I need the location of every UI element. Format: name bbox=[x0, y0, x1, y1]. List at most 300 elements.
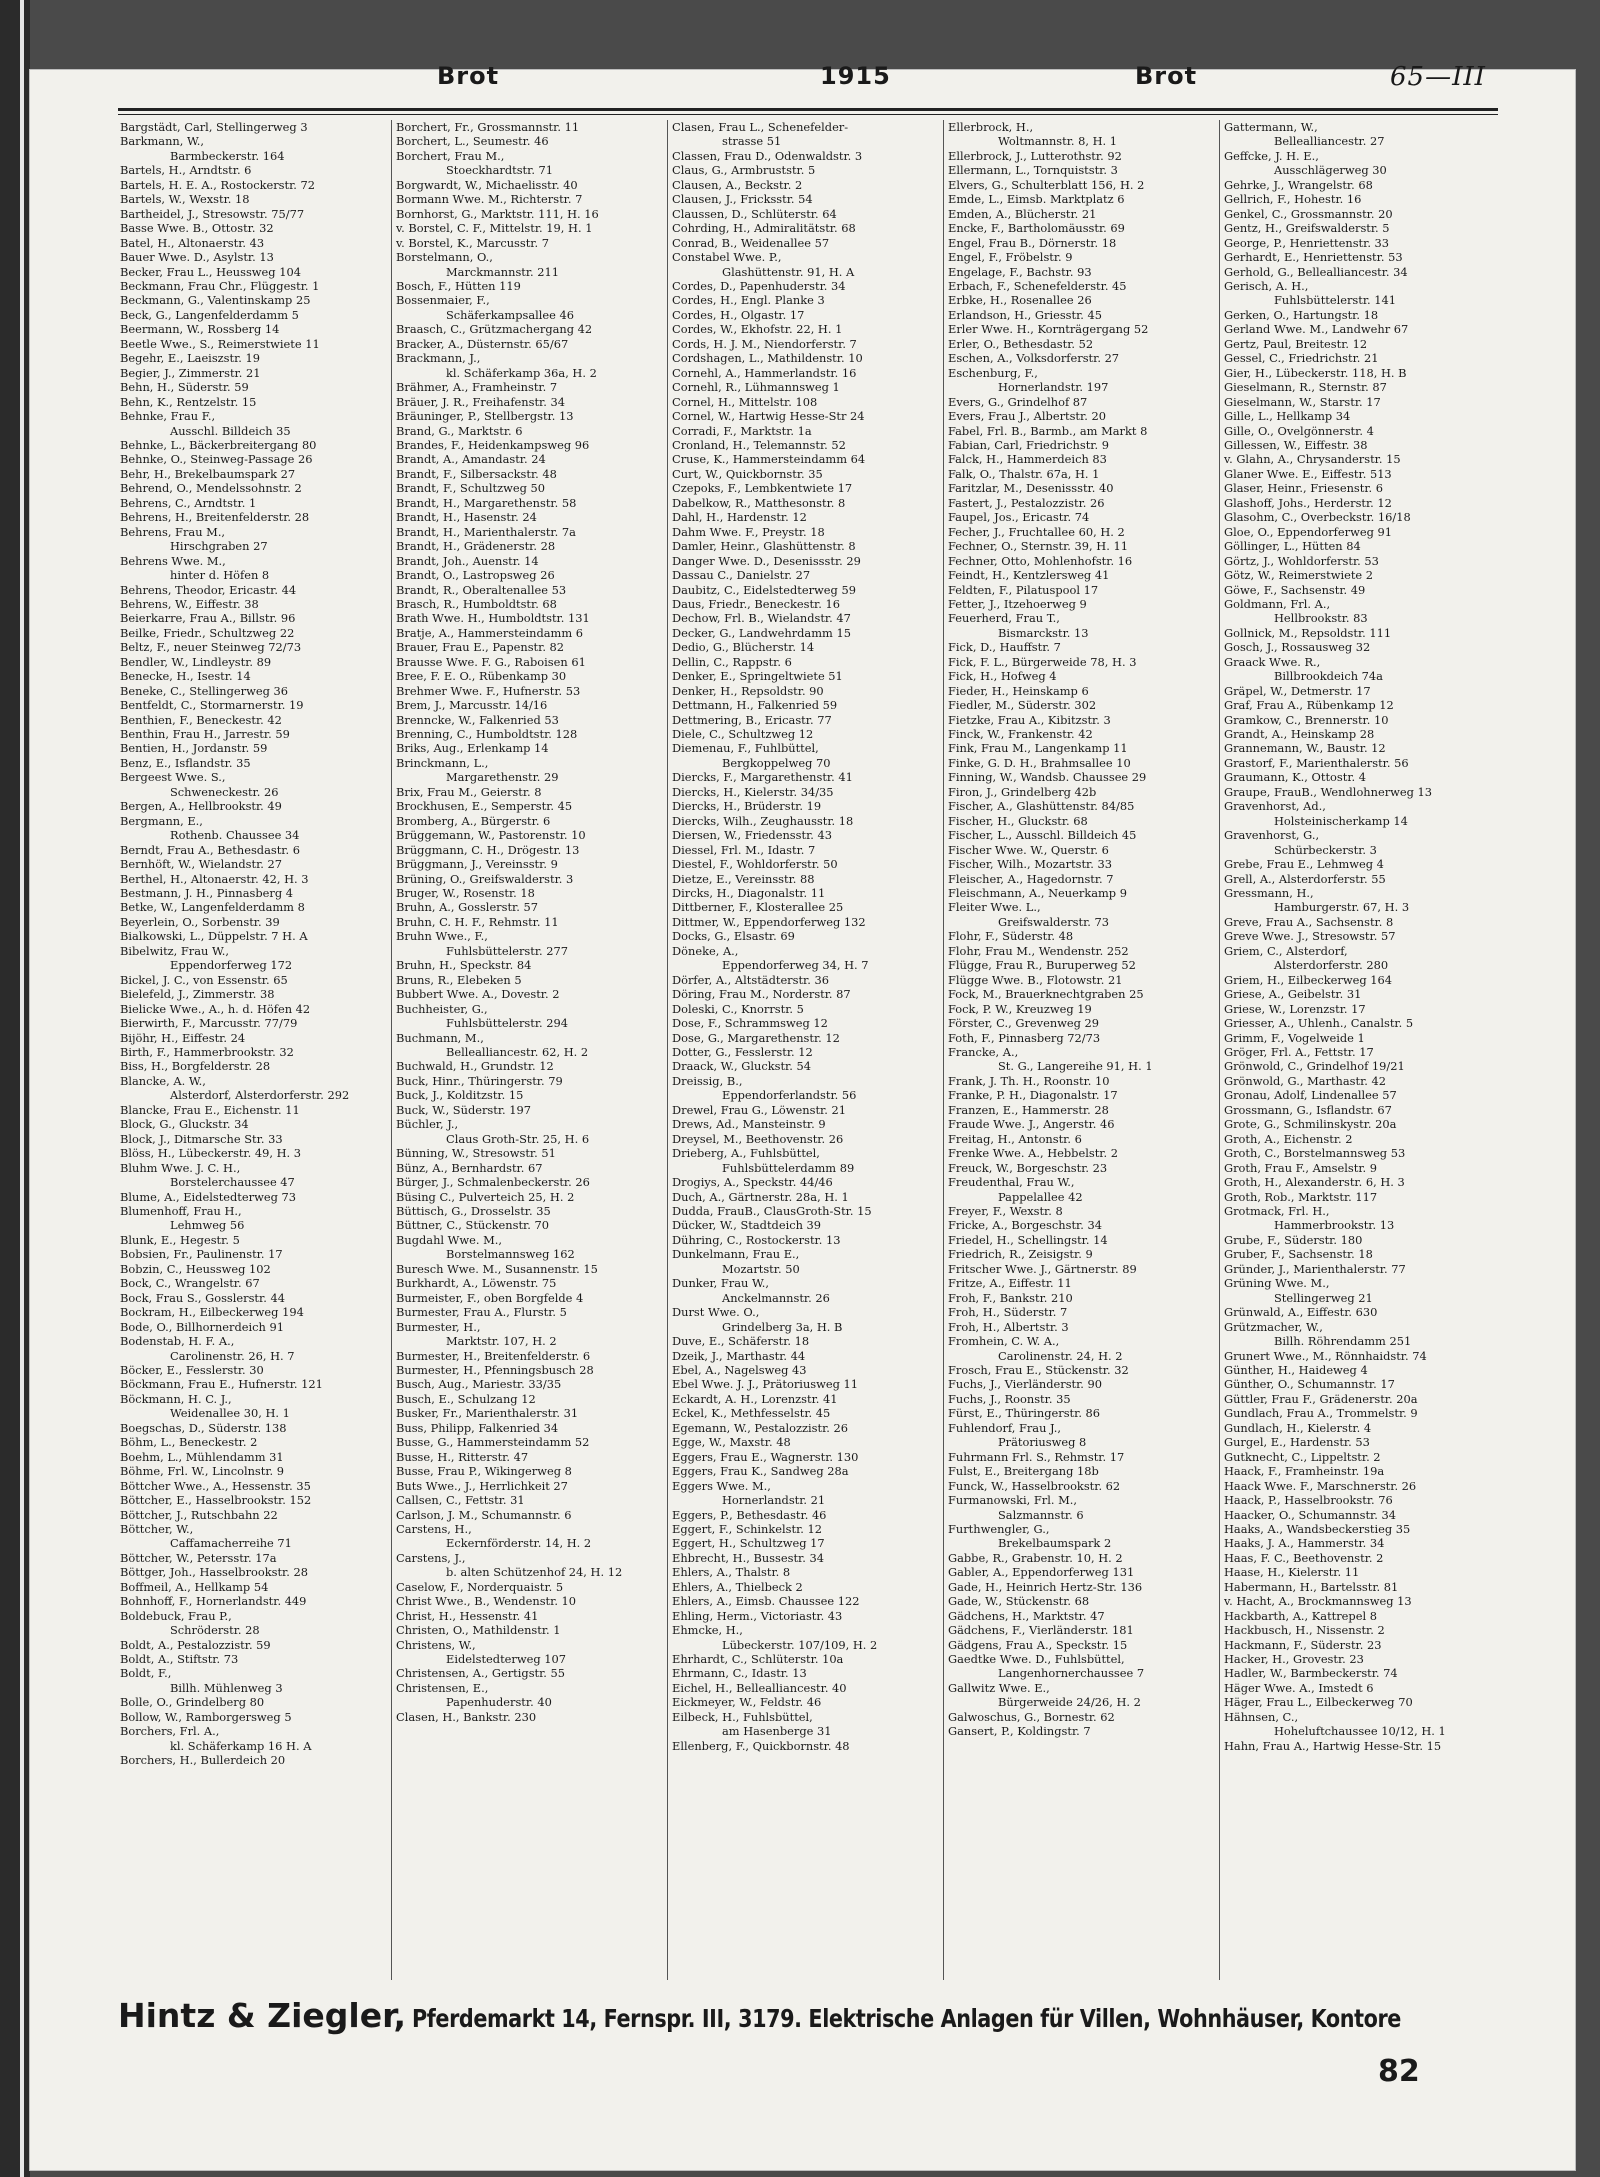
directory-entry: Ehlers, A., Thielbeck 2 bbox=[672, 1579, 803, 1594]
directory-entry: Czepoks, F., Lembkentwiete 17 bbox=[672, 481, 853, 496]
directory-entry: Haacker, O., Schumannstr. 34 bbox=[1224, 1507, 1396, 1522]
directory-entry: Gille, L., Hellkamp 34 bbox=[1224, 409, 1351, 424]
directory-entry: Buck, Hinr., Thüringerstr. 79 bbox=[396, 1073, 563, 1088]
directory-entry: Behnke, Frau F., bbox=[120, 409, 216, 424]
directory-entry: Ehrmann, C., Idastr. 13 bbox=[672, 1666, 807, 1681]
directory-entry: Ellermann, L., Tornquiststr. 3 bbox=[948, 163, 1118, 178]
directory-entry: Gerisch, A. H., bbox=[1224, 278, 1309, 293]
directory-entry: Fietzke, Frau A., Kibitzstr. 3 bbox=[948, 712, 1111, 727]
directory-entry-continuation: Langenhornerchaussee 7 bbox=[998, 1666, 1145, 1681]
directory-entry: Bartheidel, J., Stresowstr. 75/77 bbox=[120, 206, 305, 221]
directory-entry: Gravenhorst, G., bbox=[1224, 828, 1320, 843]
directory-entry: Evers, Frau J., Albertstr. 20 bbox=[948, 409, 1106, 424]
directory-entry: Brähmer, A., Framheinstr. 7 bbox=[396, 380, 558, 395]
directory-entry: Eggers, Frau K., Sandweg 28a bbox=[672, 1464, 849, 1479]
directory-entry: Bugdahl Wwe. M., bbox=[396, 1232, 503, 1247]
directory-entry: Eggers Wwe. M., bbox=[672, 1478, 771, 1493]
directory-entry-continuation: Margarethenstr. 29 bbox=[446, 770, 559, 785]
directory-entry: Ehrhardt, C., Schlüterstr. 10a bbox=[672, 1652, 844, 1667]
directory-entry-continuation: Eppendorferlandstr. 56 bbox=[722, 1088, 857, 1103]
directory-entry: Böhme, Frl. W., Lincolnstr. 9 bbox=[120, 1464, 285, 1479]
directory-entry: Brandt, H., Hasenstr. 24 bbox=[396, 510, 537, 525]
directory-entry: Gädchens, F., Vierländerstr. 181 bbox=[948, 1623, 1134, 1638]
directory-entry: Busker, Fr., Marienthalerstr. 31 bbox=[396, 1406, 579, 1421]
directory-entry: Gier, H., Lübeckerstr. 118, H. B bbox=[1224, 365, 1407, 380]
directory-entry: Diercks, Wilh., Zeughausstr. 18 bbox=[672, 813, 854, 828]
directory-entry: Duch, A., Gärtnerstr. 28a, H. 1 bbox=[672, 1189, 849, 1204]
directory-entry-continuation: Schröderstr. 28 bbox=[170, 1623, 260, 1638]
directory-entry: Bartels, H., Arndtstr. 6 bbox=[120, 163, 252, 178]
directory-entry: Furthwengler, G., bbox=[948, 1521, 1050, 1536]
directory-entry: Fiedler, M., Süderstr. 302 bbox=[948, 698, 1097, 713]
directory-entry: Fürst, E., Thüringerstr. 86 bbox=[948, 1406, 1101, 1421]
directory-entry: Bauer Wwe. D., Asylstr. 13 bbox=[120, 250, 274, 265]
directory-entry-continuation: Eidelstedterweg 107 bbox=[446, 1652, 566, 1667]
directory-entry: Dittberner, F., Klosterallee 25 bbox=[672, 900, 844, 915]
directory-entry: Bluhm Wwe. J. C. H., bbox=[120, 1160, 241, 1175]
directory-entry: Bialkowski, L., Düppelstr. 7 H. A bbox=[120, 929, 308, 944]
directory-entry: Betke, W., Langenfelderdamm 8 bbox=[120, 900, 305, 915]
directory-entry: Blunk, E., Hegestr. 5 bbox=[120, 1232, 240, 1247]
directory-entry-continuation: Schweneckestr. 26 bbox=[170, 784, 279, 799]
directory-entry: Ehlers, A., Thalstr. 8 bbox=[672, 1565, 791, 1580]
directory-entry: Diersen, W., Friedensstr. 43 bbox=[672, 828, 833, 843]
directory-entry: Buts Wwe., J., Herrlichkeit 27 bbox=[396, 1478, 568, 1493]
directory-entry: Gutknecht, C., Lippeltstr. 2 bbox=[1224, 1449, 1381, 1464]
directory-entry: Eckel, K., Methfesselstr. 45 bbox=[672, 1406, 831, 1421]
directory-entry: Bree, F. E. O., Rübenkamp 30 bbox=[396, 669, 567, 684]
directory-entry: Bartels, H. E. A., Rostockerstr. 72 bbox=[120, 177, 316, 192]
directory-entry-continuation: Bürgerweide 24/26, H. 2 bbox=[998, 1695, 1141, 1710]
directory-entry: Carstens, J., bbox=[396, 1550, 466, 1565]
column-divider bbox=[667, 120, 668, 1980]
directory-entry: Busse, H., Ritterstr. 47 bbox=[396, 1449, 529, 1464]
directory-entry: Behrens, W., Eiffestr. 38 bbox=[120, 596, 259, 611]
directory-entry: Finning, W., Wandsb. Chaussee 29 bbox=[948, 770, 1147, 785]
directory-entry: George, P., Henriettenstr. 33 bbox=[1224, 235, 1390, 250]
directory-entry: Berndt, Frau A., Bethesdastr. 6 bbox=[120, 842, 300, 857]
column-divider bbox=[1219, 120, 1220, 1980]
directory-entry: Engelage, F., Bachstr. 93 bbox=[948, 264, 1092, 279]
directory-entry: Dassau C., Danielstr. 27 bbox=[672, 568, 811, 583]
directory-entry: Dreysel, M., Beethovenstr. 26 bbox=[672, 1131, 844, 1146]
directory-entry: Bijöhr, H., Eiffestr. 24 bbox=[120, 1030, 246, 1045]
directory-entry: Bosch, F., Hütten 119 bbox=[396, 278, 521, 293]
directory-entry-continuation: Hellbrookstr. 83 bbox=[1274, 611, 1368, 626]
directory-column-4 bbox=[946, 120, 1216, 1980]
directory-entry: Haack, F., Framheinstr. 19a bbox=[1224, 1464, 1385, 1479]
directory-entry-continuation: Bellealliancestr. 27 bbox=[1274, 134, 1385, 149]
directory-entry-continuation: Fuhlsbüttelerstr. 141 bbox=[1274, 293, 1397, 308]
directory-entry: Gaedtke Wwe. D., Fuhlsbüttel, bbox=[948, 1652, 1125, 1667]
directory-entry: Bruns, R., Elebeken 5 bbox=[396, 972, 522, 987]
directory-entry: Drogiys, A., Speckstr. 44/46 bbox=[672, 1175, 833, 1190]
directory-entry: Begehr, E., Laeiszstr. 19 bbox=[120, 351, 261, 366]
directory-entry: Burmeister, F., oben Borgfelde 4 bbox=[396, 1290, 584, 1305]
directory-entry: Begier, J., Zimmerstr. 21 bbox=[120, 365, 261, 380]
directory-column-5 bbox=[1222, 120, 1492, 1980]
directory-entry-continuation: Carolinenstr. 24, H. 2 bbox=[998, 1348, 1123, 1363]
directory-entry: Dechow, Frl. B., Wielandstr. 47 bbox=[672, 611, 851, 626]
directory-entry: Gieselmann, W., Starstr. 17 bbox=[1224, 394, 1381, 409]
directory-entry: Busch, Aug., Mariestr. 33/35 bbox=[396, 1377, 562, 1392]
directory-entry: Gabbe, R., Grabenstr. 10, H. 2 bbox=[948, 1550, 1123, 1565]
directory-entry: Diestel, F., Wohldorferstr. 50 bbox=[672, 857, 838, 872]
directory-entry: Friedel, H., Schellingstr. 14 bbox=[948, 1232, 1108, 1247]
directory-entry: Cordshagen, L., Mathildenstr. 10 bbox=[672, 351, 863, 366]
directory-entry-continuation: Lübeckerstr. 107/109, H. 2 bbox=[722, 1637, 878, 1652]
directory-entry: Gerken, O., Hartungstr. 18 bbox=[1224, 307, 1379, 322]
directory-entry: Feindt, H., Kentzlersweg 41 bbox=[948, 568, 1110, 583]
directory-entry: Bräuer, J. R., Freihafenstr. 34 bbox=[396, 394, 565, 409]
directory-entry: Cordes, W., Ekhofstr. 22, H. 1 bbox=[672, 322, 843, 337]
directory-entry: Gertz, Paul, Breitestr. 12 bbox=[1224, 336, 1368, 351]
directory-entry: Christ Wwe., B., Wendenstr. 10 bbox=[396, 1594, 577, 1609]
directory-entry: Gillessen, W., Eiffestr. 38 bbox=[1224, 437, 1368, 452]
directory-entry: Bräuninger, P., Stellbergstr. 13 bbox=[396, 409, 574, 424]
directory-entry: Friedrich, R., Zeisigstr. 9 bbox=[948, 1247, 1093, 1262]
directory-entry-continuation: Hamburgerstr. 67, H. 3 bbox=[1274, 900, 1410, 915]
directory-entry: Beckmann, G., Valentinskamp 25 bbox=[120, 293, 311, 308]
directory-entry: Bruhn, A., Gosslerstr. 57 bbox=[396, 900, 538, 915]
directory-entry: Freuck, W., Borgeschstr. 23 bbox=[948, 1160, 1108, 1175]
directory-entry: Drews, Ad., Mansteinstr. 9 bbox=[672, 1117, 826, 1132]
directory-entry-continuation: hinter d. Höfen 8 bbox=[170, 568, 270, 583]
directory-entry: Clasen, Frau L., Schenefelder- bbox=[672, 120, 849, 134]
directory-entry: Bracker, A., Düsternstr. 65/67 bbox=[396, 336, 569, 351]
directory-entry-continuation: Fuhlsbüttelerstr. 294 bbox=[446, 1016, 569, 1031]
directory-entry: Graack Wwe. R., bbox=[1224, 654, 1321, 669]
header-year: 1915 bbox=[820, 62, 891, 90]
directory-entry: Brüggemann, W., Pastorenstr. 10 bbox=[396, 828, 586, 843]
directory-entry: Bruger, W., Rosenstr. 18 bbox=[396, 886, 535, 901]
directory-entry: Göllinger, L., Hütten 84 bbox=[1224, 539, 1361, 554]
directory-entry: Greve Wwe. J., Stresowstr. 57 bbox=[1224, 929, 1396, 944]
directory-entry: Docks, G., Elsastr. 69 bbox=[672, 929, 795, 944]
advertisement-text: Pferdemarkt 14, Fernspr. III, 3179. Elektrische Anlagen für Villen, Wohnhäuser, Kontore bbox=[411, 2004, 1401, 2033]
directory-entry: Bohnhoff, F., Hornerlandstr. 449 bbox=[120, 1594, 307, 1609]
directory-entry: Glasohm, C., Overbeckstr. 16/18 bbox=[1224, 510, 1411, 525]
directory-entry: Beneke, C., Stellingerweg 36 bbox=[120, 683, 289, 698]
directory-entry: Brandt, R., Oberaltenallee 53 bbox=[396, 582, 567, 597]
directory-entry: Borstelmann, O., bbox=[396, 250, 493, 265]
directory-entry: Graupe, FrauB., Wendlohnerweg 13 bbox=[1224, 784, 1433, 799]
directory-entry: Freyer, F., Wexstr. 8 bbox=[948, 1203, 1063, 1218]
directory-entry: Ellenberg, F., Quickbornstr. 48 bbox=[672, 1738, 850, 1753]
directory-entry: Denker, H., Repsoldstr. 90 bbox=[672, 683, 824, 698]
directory-entry: Beckmann, Frau Chr., Flüggestr. 1 bbox=[120, 278, 320, 293]
directory-entry: Grandt, A., Heinskamp 28 bbox=[1224, 727, 1375, 742]
header-right-title: Brot bbox=[1135, 62, 1198, 90]
directory-entry: Groth, C., Borstelmannsweg 53 bbox=[1224, 1146, 1406, 1161]
directory-entry-continuation: am Hasenberge 31 bbox=[722, 1724, 832, 1739]
directory-entry: Encke, F., Bartholomäusstr. 69 bbox=[948, 221, 1125, 236]
directory-entry-continuation: strasse 51 bbox=[722, 134, 782, 149]
directory-entry: Eggert, F., Schinkelstr. 12 bbox=[672, 1521, 823, 1536]
directory-entry: Cruse, K., Hammersteindamm 64 bbox=[672, 452, 866, 467]
directory-entry: Behrens, Frau M., bbox=[120, 524, 226, 539]
directory-entry: Christens, W., bbox=[396, 1637, 476, 1652]
directory-entry: Bentfeldt, C., Stormarnerstr. 19 bbox=[120, 698, 304, 713]
directory-entry: Hahn, Frau A., Hartwig Hesse-Str. 15 bbox=[1224, 1738, 1442, 1753]
directory-entry: Fink, Frau M., Langenkamp 11 bbox=[948, 741, 1128, 756]
directory-entry: Behrend, O., Mendelssohnstr. 2 bbox=[120, 481, 302, 496]
directory-entry: Fulst, E., Breitergang 18b bbox=[948, 1464, 1099, 1479]
directory-entry: Froh, H., Albertstr. 3 bbox=[948, 1319, 1069, 1334]
directory-entry: Hackbusch, H., Nissenstr. 2 bbox=[1224, 1623, 1385, 1638]
directory-entry: Hadler, W., Barmbeckerstr. 74 bbox=[1224, 1666, 1398, 1681]
directory-entry: Grotmack, Frl. H., bbox=[1224, 1203, 1330, 1218]
directory-entry: Gerland Wwe. M., Landwehr 67 bbox=[1224, 322, 1409, 337]
directory-entry: Gurgel, E., Hardenstr. 53 bbox=[1224, 1435, 1370, 1450]
directory-entry: Grönwold, C., Grindelhof 19/21 bbox=[1224, 1059, 1405, 1074]
directory-entry: Buchmann, M., bbox=[396, 1030, 484, 1045]
directory-entry: Ehbrecht, H., Bussestr. 34 bbox=[672, 1550, 824, 1565]
directory-entry: Gehrke, J., Wrangelstr. 68 bbox=[1224, 177, 1373, 192]
directory-entry: Constabel Wwe. P., bbox=[672, 250, 782, 265]
directory-entry: Günther, O., Schumannstr. 17 bbox=[1224, 1377, 1395, 1392]
directory-entry: Griese, W., Lorenzstr. 17 bbox=[1224, 1001, 1366, 1016]
directory-entry: v. Hacht, A., Brockmannsweg 13 bbox=[1224, 1594, 1412, 1609]
directory-entry: Cornel, H., Mittelstr. 108 bbox=[672, 394, 818, 409]
directory-entry: Brackmann, J., bbox=[396, 351, 481, 366]
directory-entry: Brandt, Joh., Auenstr. 14 bbox=[396, 553, 539, 568]
directory-entry: Corradi, F., Marktstr. 1a bbox=[672, 423, 812, 438]
directory-entry: Brandt, F., Silbersackstr. 48 bbox=[396, 466, 557, 481]
directory-entry-continuation: kl. Schäferkamp 16 H. A bbox=[170, 1738, 312, 1753]
directory-entry: Gansert, P., Koldingstr. 7 bbox=[948, 1724, 1091, 1739]
directory-entry: Bartels, W., Wexstr. 18 bbox=[120, 192, 250, 207]
directory-entry: Boldt, A., Stiftstr. 73 bbox=[120, 1652, 239, 1667]
directory-entry: Conrad, B., Weidenallee 57 bbox=[672, 235, 830, 250]
directory-entry: Gloe, O., Eppendorferweg 91 bbox=[1224, 524, 1392, 539]
directory-entry: Böcker, E., Fesslerstr. 30 bbox=[120, 1362, 264, 1377]
directory-entry: Froh, F., Bankstr. 210 bbox=[948, 1290, 1073, 1305]
directory-entry: Brath Wwe. H., Humboldtstr. 131 bbox=[396, 611, 590, 626]
directory-entry: Blöss, H., Lübeckerstr. 49, H. 3 bbox=[120, 1146, 302, 1161]
directory-entry: Carlson, J. M., Schumannstr. 6 bbox=[396, 1507, 572, 1522]
directory-entry: Berthel, H., Altonaerstr. 42, H. 3 bbox=[120, 871, 309, 886]
directory-entry: Cordes, H., Olgastr. 17 bbox=[672, 307, 805, 322]
directory-entry: Cronland, H., Telemannstr. 52 bbox=[672, 437, 846, 452]
directory-entry: Damler, Heinr., Glashüttenstr. 8 bbox=[672, 539, 856, 554]
directory-entry: Burmester, Frau A., Flurstr. 5 bbox=[396, 1305, 567, 1320]
directory-entry: Cornehl, A., Hammerlandstr. 16 bbox=[672, 365, 857, 380]
column-divider bbox=[391, 120, 392, 1980]
directory-entry: Bergen, A., Hellbrookstr. 49 bbox=[120, 799, 282, 814]
directory-entry-continuation: Fuhlsbüttelerdamm 89 bbox=[722, 1160, 855, 1175]
directory-entry-continuation: Alsterdorf, Alsterdorferstr. 292 bbox=[170, 1088, 350, 1103]
directory-entry: Dedio, G., Blücherstr. 14 bbox=[672, 640, 815, 655]
directory-entry-continuation: Greifswalderstr. 73 bbox=[998, 914, 1110, 929]
directory-entry: Gille, O., Ovelgönnerstr. 4 bbox=[1224, 423, 1374, 438]
directory-entry: Fock, P. W., Kreuzweg 19 bbox=[948, 1001, 1092, 1016]
directory-entry: Bollow, W., Ramborgersweg 5 bbox=[120, 1709, 292, 1724]
directory-entry-continuation: Schürbeckerstr. 3 bbox=[1274, 842, 1377, 857]
header-rule-thin bbox=[118, 114, 1498, 115]
directory-entry-continuation: b. alten Schützenhof 24, H. 12 bbox=[446, 1565, 623, 1580]
directory-entry: Brandt, H., Grädenerstr. 28 bbox=[396, 539, 556, 554]
directory-entry-continuation: Rothenb. Chaussee 34 bbox=[170, 828, 300, 843]
directory-entry: Fromhein, C. W. A., bbox=[948, 1334, 1060, 1349]
directory-entry: Christen, O., Mathildenstr. 1 bbox=[396, 1623, 561, 1638]
directory-entry: Gade, W., Stückenstr. 68 bbox=[948, 1594, 1090, 1609]
directory-entry: Borchers, Frl. A., bbox=[120, 1724, 220, 1739]
directory-entry: Diercks, F., Margarethenstr. 41 bbox=[672, 770, 853, 785]
directory-entry: Behnke, L., Bäckerbreitergang 80 bbox=[120, 437, 317, 452]
directory-entry-continuation: Anckelmannstr. 26 bbox=[722, 1290, 830, 1305]
directory-entry: Gabler, A., Eppendorferweg 131 bbox=[948, 1565, 1135, 1580]
directory-entry: Busse, Frau P., Wikingerweg 8 bbox=[396, 1464, 572, 1479]
directory-entry-continuation: Weidenallee 30, H. 1 bbox=[170, 1406, 290, 1421]
directory-entry: Dose, G., Margarethenstr. 12 bbox=[672, 1030, 840, 1045]
directory-entry: Fleischmann, A., Neuerkamp 9 bbox=[948, 886, 1127, 901]
directory-entry: Förster, C., Grevenweg 29 bbox=[948, 1016, 1100, 1031]
directory-entry-continuation: Marckmannstr. 211 bbox=[446, 264, 560, 279]
directory-entry: Groth, Frau F., Amselstr. 9 bbox=[1224, 1160, 1378, 1175]
directory-entry: Haaks, A., Wandsbeckerstieg 35 bbox=[1224, 1521, 1411, 1536]
directory-entry: Ehling, Herm., Victoriastr. 43 bbox=[672, 1608, 843, 1623]
directory-entry: Brockhusen, E., Semperstr. 45 bbox=[396, 799, 573, 814]
directory-entry: Büttisch, G., Drosselstr. 35 bbox=[396, 1203, 551, 1218]
directory-entry: Beck, G., Langenfelderdamm 5 bbox=[120, 307, 299, 322]
directory-entry: Danger Wwe. D., Desenissstr. 29 bbox=[672, 553, 861, 568]
directory-entry: Blancke, Frau E., Eichenstr. 11 bbox=[120, 1102, 300, 1117]
directory-entry: Erlandson, H., Griesstr. 45 bbox=[948, 307, 1103, 322]
directory-entry: Grünwald, A., Eiffestr. 630 bbox=[1224, 1305, 1378, 1320]
directory-entry: Fuchs, J., Vierländerstr. 90 bbox=[948, 1377, 1103, 1392]
directory-entry: Bürger, J., Schmalenbeckerstr. 26 bbox=[396, 1175, 590, 1190]
directory-entry: Bestmann, J. H., Pinnasberg 4 bbox=[120, 886, 294, 901]
directory-entry: Durst Wwe. O., bbox=[672, 1305, 760, 1320]
directory-entry: Beetle Wwe., S., Reimerstwiete 11 bbox=[120, 336, 320, 351]
directory-entry: Goldmann, Frl. A., bbox=[1224, 596, 1331, 611]
header-left-title: Brot bbox=[437, 62, 500, 90]
directory-entry: Borchert, Fr., Grossmannstr. 11 bbox=[396, 120, 580, 134]
directory-entry: Callsen, C., Fettstr. 31 bbox=[396, 1493, 525, 1508]
directory-entry: Freudenthal, Frau W., bbox=[948, 1175, 1075, 1190]
directory-entry: Emden, A., Blücherstr. 21 bbox=[948, 206, 1097, 221]
directory-entry-continuation: Brekelbaumspark 2 bbox=[998, 1536, 1112, 1551]
directory-entry: Boehm, L., Mühlendamm 31 bbox=[120, 1449, 284, 1464]
directory-entry: Dahm Wwe. F., Preystr. 18 bbox=[672, 524, 825, 539]
directory-entry: Boffmeil, A., Hellkamp 54 bbox=[120, 1579, 269, 1594]
directory-entry: Ebel Wwe. J. J., Prätoriusweg 11 bbox=[672, 1377, 859, 1392]
directory-entry: Daus, Friedr., Beneckestr. 16 bbox=[672, 596, 840, 611]
directory-entry: Griesser, A., Uhlenh., Canalstr. 5 bbox=[1224, 1016, 1414, 1031]
directory-entry-continuation: Hornerlandstr. 197 bbox=[998, 380, 1109, 395]
directory-entry: Groth, A., Eichenstr. 2 bbox=[1224, 1131, 1353, 1146]
directory-entry-continuation: Bergkoppelweg 70 bbox=[722, 755, 831, 770]
directory-entry-continuation: Ausschlägerweg 30 bbox=[1274, 163, 1387, 178]
directory-entry: Cordes, D., Papenhuderstr. 34 bbox=[672, 278, 846, 293]
directory-entry: Beierkarre, Frau A., Billstr. 96 bbox=[120, 611, 296, 626]
directory-entry: Eggers, Frau E., Wagnerstr. 130 bbox=[672, 1449, 859, 1464]
directory-entry: Gröger, Frl. A., Fettstr. 17 bbox=[1224, 1045, 1374, 1059]
directory-entry: Brenning, C., Humboldtstr. 128 bbox=[396, 727, 578, 742]
directory-entry: Block, J., Ditmarsche Str. 33 bbox=[120, 1131, 283, 1146]
directory-entry: Bromberg, A., Bürgerstr. 6 bbox=[396, 813, 551, 828]
directory-entry: Gronau, Adolf, Lindenallee 57 bbox=[1224, 1088, 1397, 1103]
directory-entry: Gravenhorst, Ad., bbox=[1224, 799, 1326, 814]
directory-entry: Carstens, H., bbox=[396, 1521, 472, 1536]
directory-entry: Busse, G., Hammersteindamm 52 bbox=[396, 1435, 590, 1450]
directory-entry: Beltz, F., neuer Steinweg 72/73 bbox=[120, 640, 302, 655]
directory-entry: Barkmann, W., bbox=[120, 134, 204, 149]
directory-entry: Bruhn, C. H. F., Rehmstr. 11 bbox=[396, 914, 559, 929]
directory-entry: Biss, H., Borgfelderstr. 28 bbox=[120, 1059, 271, 1074]
directory-entry: Christensen, E., bbox=[396, 1680, 489, 1695]
directory-entry: Dahl, H., Hardenstr. 12 bbox=[672, 510, 807, 525]
directory-entry: Claussen, D., Schlüterstr. 64 bbox=[672, 206, 837, 221]
directory-entry: Ellerbrock, H., bbox=[948, 120, 1034, 134]
directory-entry: Behrens, Theodor, Ericastr. 44 bbox=[120, 582, 297, 597]
directory-entry: Flohr, F., Süderstr. 48 bbox=[948, 929, 1074, 944]
directory-entry: Gädgens, Frau A., Speckstr. 15 bbox=[948, 1637, 1128, 1652]
directory-entry: Bock, C., Wrangelstr. 67 bbox=[120, 1276, 260, 1291]
directory-entry: Diercks, H., Kielerstr. 34/35 bbox=[672, 784, 834, 799]
directory-entry: Borchers, H., Bullerdeich 20 bbox=[120, 1753, 286, 1768]
directory-entry: Ebel, A., Nagelsweg 43 bbox=[672, 1362, 807, 1377]
directory-entry: Cords, H. J. M., Niendorferstr. 7 bbox=[672, 336, 857, 351]
directory-entry: Bolle, O., Grindelberg 80 bbox=[120, 1695, 265, 1710]
directory-entry: Erler, O., Bethesdastr. 52 bbox=[948, 336, 1094, 351]
directory-entry: Haas, F. C., Beethovenstr. 2 bbox=[1224, 1550, 1384, 1565]
directory-entry-continuation: Billh. Mühlenweg 3 bbox=[170, 1680, 283, 1695]
directory-entry: Egge, W., Maxstr. 48 bbox=[672, 1435, 791, 1450]
directory-entry: Görtz, J., Wohldorferstr. 53 bbox=[1224, 553, 1379, 568]
directory-entry: Beilke, Friedr., Schultzweg 22 bbox=[120, 625, 295, 640]
directory-entry: Finck, W., Frankenstr. 42 bbox=[948, 727, 1093, 742]
directory-column-1 bbox=[118, 120, 388, 1980]
directory-entry: Eschen, A., Volksdorferstr. 27 bbox=[948, 351, 1120, 366]
directory-entry: Evers, G., Grindelhof 87 bbox=[948, 394, 1088, 409]
directory-entry: Grunert Wwe., M., Rönnhaidstr. 74 bbox=[1224, 1348, 1427, 1363]
directory-entry: Dücker, W., Stadtdeich 39 bbox=[672, 1218, 822, 1233]
directory-entry: Clasen, H., Bankstr. 230 bbox=[396, 1709, 537, 1724]
directory-entry: Fick, H., Hofweg 4 bbox=[948, 669, 1057, 684]
directory-entry: Grannemann, W., Baustr. 12 bbox=[1224, 741, 1386, 756]
directory-entry: Bernhöft, W., Wielandstr. 27 bbox=[120, 857, 283, 872]
directory-entry-continuation: Alsterdorferstr. 280 bbox=[1274, 958, 1389, 973]
directory-entry-continuation: Woltmannstr. 8, H. 1 bbox=[998, 134, 1118, 149]
directory-entry: Gerhold, G., Bellealliancestr. 34 bbox=[1224, 264, 1408, 279]
directory-entry: Bormann Wwe. M., Richterstr. 7 bbox=[396, 192, 583, 207]
directory-entry: Brehmer Wwe. F., Hufnerstr. 53 bbox=[396, 683, 581, 698]
directory-entry: Erler Wwe. H., Kornträgergang 52 bbox=[948, 322, 1149, 337]
directory-entry: Hähnsen, C., bbox=[1224, 1709, 1299, 1724]
directory-entry: v. Glahn, A., Chrysanderstr. 15 bbox=[1224, 452, 1401, 467]
directory-entry: Dühring, C., Rostockerstr. 13 bbox=[672, 1232, 841, 1247]
directory-entry: v. Borstel, K., Marcusstr. 7 bbox=[396, 235, 549, 250]
directory-entry: Curt, W., Quickbornstr. 35 bbox=[672, 466, 823, 481]
directory-entry: Feuerherd, Frau T., bbox=[948, 611, 1060, 626]
directory-entry-continuation: Billbrookdeich 74a bbox=[1274, 669, 1383, 684]
directory-entry: Buchwald, H., Grundstr. 12 bbox=[396, 1059, 554, 1074]
directory-entry: Bode, O., Billhornerdeich 91 bbox=[120, 1319, 285, 1334]
directory-entry: Batel, H., Altonaerstr. 43 bbox=[120, 235, 265, 250]
directory-entry: Eggert, H., Schultzweg 17 bbox=[672, 1536, 825, 1551]
directory-entry: Cohrding, H., Admiralitätstr. 68 bbox=[672, 221, 856, 236]
directory-entry: Classen, Frau D., Odenwaldstr. 3 bbox=[672, 148, 863, 163]
directory-entry: Dzeik, J., Marthastr. 44 bbox=[672, 1348, 806, 1363]
directory-entry: Brüggmann, J., Vereinsstr. 9 bbox=[396, 857, 558, 872]
directory-entry: Fischer, H., Gluckstr. 68 bbox=[948, 813, 1088, 828]
directory-entry: Bossenmaier, F., bbox=[396, 293, 490, 308]
directory-entry: Dircks, H., Diagonalstr. 11 bbox=[672, 886, 826, 901]
directory-entry: Fleischer, A., Hagedornstr. 7 bbox=[948, 871, 1114, 886]
binding-gutter bbox=[0, 0, 30, 2177]
